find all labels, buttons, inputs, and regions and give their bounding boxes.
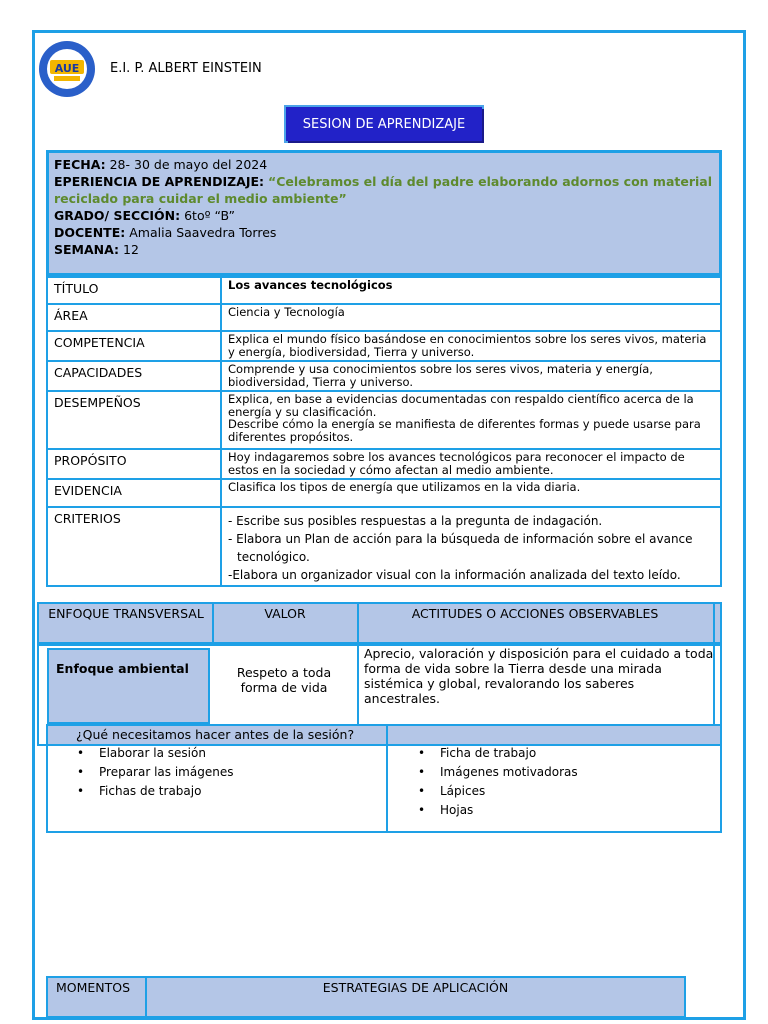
- momentos-label: MOMENTOS: [56, 980, 131, 995]
- need-right-list: [418, 744, 578, 820]
- header-valor: VALOR: [264, 606, 306, 621]
- header-actitudes: ACTITUDES O ACCIONES OBSERVABLES: [411, 606, 659, 621]
- table-row: [47, 391, 721, 449]
- experiencia-label: EPERIENCIA DE APRENDIZAJE:: [54, 174, 265, 189]
- criterio-1: - Escribe sus posibles respuestas a la pregunta de indagación.: [228, 514, 603, 528]
- need-left-list: [77, 744, 233, 801]
- criterio-2: - Elabora un Plan de acción para la búsqueda de información sobre el avance: [228, 532, 693, 546]
- list-item: • Hojas: [418, 801, 578, 820]
- semana-value: 12: [123, 242, 139, 257]
- list-item: • Lápices: [418, 782, 578, 801]
- grado-value: 6toº “B”: [184, 208, 235, 223]
- session-title: SESION DE APRENDIZAJE: [286, 107, 482, 141]
- criterio-2b: tecnológico.: [237, 550, 310, 564]
- table-row: [47, 277, 721, 304]
- enfoque-name-box: [47, 648, 210, 724]
- desempeno-2: Describe cómo la energía se manifiesta de diferentes formas y puede usarse para diferentes propósitos.: [228, 417, 701, 444]
- row-label: EVIDENCIA: [47, 479, 221, 507]
- estrategias-label: ESTRATEGIAS DE APLICACIÓN: [322, 980, 509, 995]
- table-row: [47, 331, 721, 361]
- row-value: Clasifica los tipos de energía que utilizamos en la vida diaria.: [221, 479, 721, 507]
- row-value: Explica el mundo físico basándose en conocimientos sobre los seres vivos, materia y energía, biodiversidad, Tierra y universo.: [221, 331, 721, 361]
- row-value: [221, 507, 721, 586]
- session-info: [46, 150, 722, 276]
- row-label: DESEMPEÑOS: [47, 391, 221, 449]
- enfoque-name: Enfoque ambiental: [56, 661, 189, 676]
- enfoque-actitud: Aprecio, valoración y disposición para el cuidado a toda forma de vida sobre la Tierra desde una mirada sistémica y global, revalorando los saberes ancestrales.: [364, 646, 714, 706]
- semana-label: SEMANA:: [54, 242, 120, 257]
- need-question: ¿Qué necesitamos hacer antes de la sesión?: [76, 727, 355, 742]
- criterio-3: -Elabora un organizador visual con la información analizada del texto leído.: [228, 568, 681, 582]
- table-row: [47, 304, 721, 331]
- list-item: • Preparar las imágenes: [77, 763, 233, 782]
- session-table: [46, 276, 722, 587]
- header-enfoque: ENFOQUE TRANSVERSAL: [48, 606, 204, 621]
- table-row: [47, 449, 721, 479]
- list-item: • Ficha de trabajo: [418, 744, 578, 763]
- row-label: CRITERIOS: [47, 507, 221, 586]
- row-label: CAPACIDADES: [47, 361, 221, 391]
- list-item: • Elaborar la sesión: [77, 744, 233, 763]
- list-item: • Fichas de trabajo: [77, 782, 233, 801]
- logo-initials: AUE: [54, 62, 80, 75]
- table-row: [47, 507, 721, 586]
- table-row: [47, 361, 721, 391]
- row-value: Los avances tecnológicos: [221, 277, 721, 304]
- row-label: ÁREA: [47, 304, 221, 331]
- experiencia-value: “Celebramos el día del padre elaborando adornos con material reciclado para cuidar el medio ambiente”: [54, 174, 712, 206]
- school-logo: [38, 40, 96, 98]
- row-label: COMPETENCIA: [47, 331, 221, 361]
- docente-value: Amalia Saavedra Torres: [129, 225, 277, 240]
- row-label: TÍTULO: [47, 277, 221, 304]
- row-label: PROPÓSITO: [47, 449, 221, 479]
- desempeno-1: Explica, en base a evidencias documentadas con respaldo científico acerca de la energía y su clasificación.: [228, 392, 694, 419]
- table-row: [47, 479, 721, 507]
- fecha-value: 28- 30 de mayo del 2024: [109, 157, 268, 172]
- docente-label: DOCENTE:: [54, 225, 126, 240]
- enfoque-valor: Respeto a toda forma de vida: [236, 665, 332, 695]
- row-value: [221, 391, 721, 449]
- divider: [386, 724, 388, 833]
- fecha-label: FECHA:: [54, 157, 106, 172]
- grado-label: GRADO/ SECCIÓN:: [54, 208, 181, 223]
- row-value: Ciencia y Tecnología: [221, 304, 721, 331]
- school-name: E.I. P. ALBERT EINSTEIN: [110, 61, 262, 76]
- row-value: Hoy indagaremos sobre los avances tecnológicos para reconocer el impacto de estos en la sociedad y cómo afectan al medio ambiente.: [221, 449, 721, 479]
- list-item: • Imágenes motivadoras: [418, 763, 578, 782]
- row-value: Comprende y usa conocimientos sobre los seres vivos, materia y energía, biodiversidad, Tierra y universo.: [221, 361, 721, 391]
